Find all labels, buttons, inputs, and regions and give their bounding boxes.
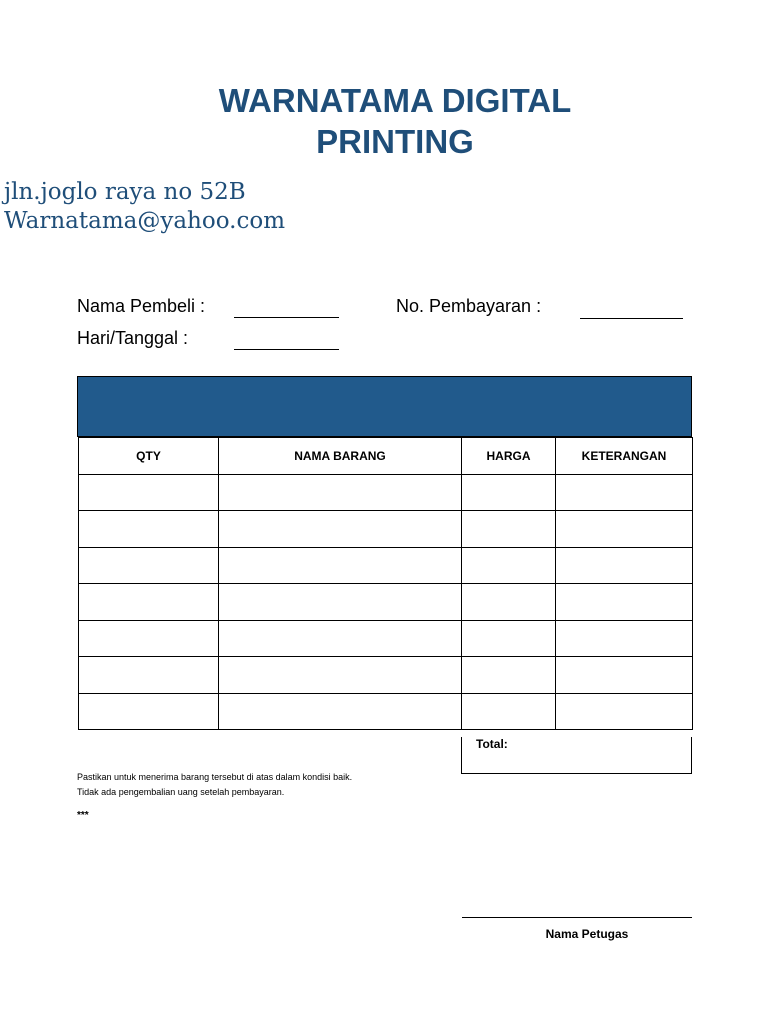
date-field[interactable]	[234, 349, 339, 350]
qty-cell[interactable]	[79, 547, 219, 584]
signature-line[interactable]	[462, 917, 692, 918]
notes-cell[interactable]	[556, 620, 693, 657]
company-title	[0, 80, 768, 162]
company-title-line1: WARNATAMA DIGITAL	[218, 82, 572, 119]
price-cell[interactable]	[462, 657, 556, 694]
price-cell[interactable]	[462, 511, 556, 548]
table-row	[79, 547, 693, 584]
company-email: Warnatama@yahoo.com	[4, 208, 286, 234]
table-row	[79, 511, 693, 548]
company-address: jln.joglo raya no 52B	[4, 179, 246, 205]
qty-cell[interactable]	[79, 511, 219, 548]
price-cell[interactable]	[462, 584, 556, 621]
items-table	[78, 437, 693, 730]
company-contact	[4, 178, 285, 236]
qty-cell[interactable]	[79, 584, 219, 621]
table-header-band	[77, 376, 692, 437]
note-condition: Pastikan untuk menerima barang tersebut di atas dalam kondisi baik.	[77, 772, 353, 782]
payment-number-field[interactable]	[580, 318, 683, 319]
date-label: Hari/Tanggal :	[77, 328, 189, 348]
notes-cell[interactable]	[556, 584, 693, 621]
notes-cell[interactable]	[556, 547, 693, 584]
price-cell[interactable]	[462, 620, 556, 657]
item-name-cell[interactable]	[219, 474, 462, 511]
notes-cell[interactable]	[556, 474, 693, 511]
table-row	[79, 693, 693, 730]
item-name-cell[interactable]	[219, 547, 462, 584]
column-header-qty: QTY	[79, 438, 219, 475]
column-header-item-name: NAMA BARANG	[219, 438, 462, 475]
column-header-notes: KETERANGAN	[556, 438, 693, 475]
staff-name-label: Nama Petugas	[545, 927, 629, 941]
qty-cell[interactable]	[79, 474, 219, 511]
notes-cell[interactable]	[556, 511, 693, 548]
note-stars: ***	[77, 810, 89, 821]
total-box[interactable]	[461, 737, 692, 774]
payment-number-label: No. Pembayaran :	[396, 296, 542, 316]
price-cell[interactable]	[462, 547, 556, 584]
item-name-cell[interactable]	[219, 657, 462, 694]
total-label: Total:	[476, 737, 508, 751]
price-cell[interactable]	[462, 474, 556, 511]
table-row	[79, 474, 693, 511]
company-title-line2: PRINTING	[316, 123, 474, 160]
note-no-refund: Tidak ada pengembalian uang setelah pembayaran.	[77, 787, 285, 797]
column-header-price: HARGA	[462, 438, 556, 475]
table-row	[79, 584, 693, 621]
item-name-cell[interactable]	[219, 584, 462, 621]
notes-cell[interactable]	[556, 657, 693, 694]
qty-cell[interactable]	[79, 657, 219, 694]
price-cell[interactable]	[462, 693, 556, 730]
item-name-cell[interactable]	[219, 620, 462, 657]
qty-cell[interactable]	[79, 620, 219, 657]
buyer-name-label: Nama Pembeli :	[77, 296, 206, 316]
table-row	[79, 657, 693, 694]
notes-cell[interactable]	[556, 693, 693, 730]
qty-cell[interactable]	[79, 693, 219, 730]
table-row	[79, 620, 693, 657]
item-name-cell[interactable]	[219, 511, 462, 548]
table-header-row	[79, 438, 693, 475]
item-name-cell[interactable]	[219, 693, 462, 730]
buyer-name-field[interactable]	[234, 317, 339, 318]
